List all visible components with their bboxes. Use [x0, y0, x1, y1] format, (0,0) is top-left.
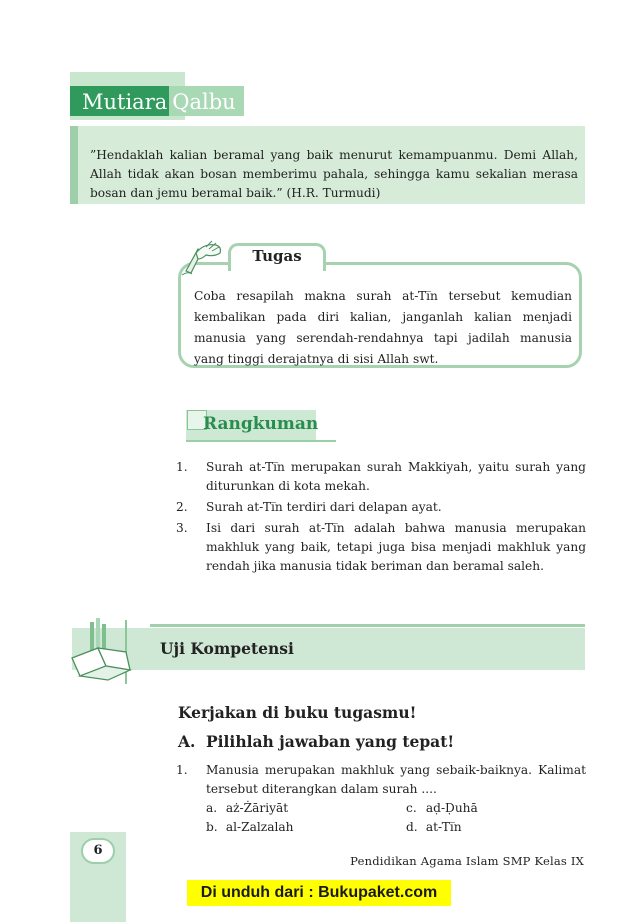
question-text: Manusia merupakan makhluk yang sebaik-baiknya. Kalimat tersebut diterangkan dalam surah ....: [206, 763, 586, 796]
option-c: c. aḍ-Ḍuhā: [406, 801, 478, 815]
option-b: b. al-Zalzalah: [206, 820, 294, 834]
uji-kompetensi-top-line: [150, 624, 585, 627]
question-number: 1.: [176, 763, 188, 777]
open-book-icon: [68, 618, 140, 686]
page-number: 6: [81, 838, 115, 864]
rangkuman-item: 3. Isi dari surah at-Ti̅n adalah bahwa manusia merupakan makhluk yang baik, tetapi juga bisa menjadi makhluk yang rendah jika manusia tidak beriman dan beramal saleh.: [176, 521, 586, 573]
section-heading: [178, 732, 454, 751]
answer-options: [176, 799, 586, 837]
tugas-text: Coba resapilah makna surah at-Ti̅n tersebut kemudian kembalikan pada diri kalian, janganlah kalian menjadi manusia yang serendah-rendahnya tapi jadilah manusia yang tinggi derajatnya di sisi Allah swt.: [194, 289, 572, 366]
rangkuman-item: 2. Surah at-Ti̅n terdiri dari delapan ayat.: [176, 500, 442, 514]
tugas-label: Tugas: [252, 247, 302, 265]
question-1: [176, 761, 586, 837]
book-title-footer: Pendidikan Agama Islam SMP Kelas IX: [350, 854, 584, 868]
writing-hand-icon: [178, 235, 224, 277]
mutiara-qalbu-title-part1: Mutiara: [70, 86, 169, 116]
mutiara-qalbu-title-part2: Qalbu: [169, 86, 243, 116]
rangkuman-underline: [186, 440, 336, 442]
uji-kompetensi-bar: [72, 628, 585, 670]
rangkuman-list: [176, 458, 586, 578]
mutiara-qalbu-heading: [70, 86, 240, 116]
rangkuman-item: 1. Surah at-Ti̅n merupakan surah Makkiyah, yaitu surah yang diturunkan di kota mekah.: [176, 460, 586, 493]
instruction-heading: Kerjakan di buku tugasmu!: [178, 703, 417, 722]
section-letter: A.: [178, 732, 196, 751]
option-a: a. aż-Żāriyāt: [206, 801, 289, 815]
rangkuman-heading: Rangkuman: [203, 414, 319, 434]
option-d: d. at-Ti̅n: [406, 820, 462, 834]
section-title: Pilihlah jawaban yang tepat!: [206, 732, 455, 751]
mutiara-qalbu-quote: ”Hendaklah kalian beramal yang baik menurut kemampuanmu. Demi Allah, Allah tidak akan bosan memberimu pahala, sehingga kamu sekalian merasa bosan dan jemu beramal baik.” (H.R. Turmudi): [90, 148, 578, 200]
uji-kompetensi-heading: Uji Kompetensi: [160, 639, 294, 658]
download-banner[interactable]: Di unduh dari : Bukupaket.com: [187, 880, 451, 906]
